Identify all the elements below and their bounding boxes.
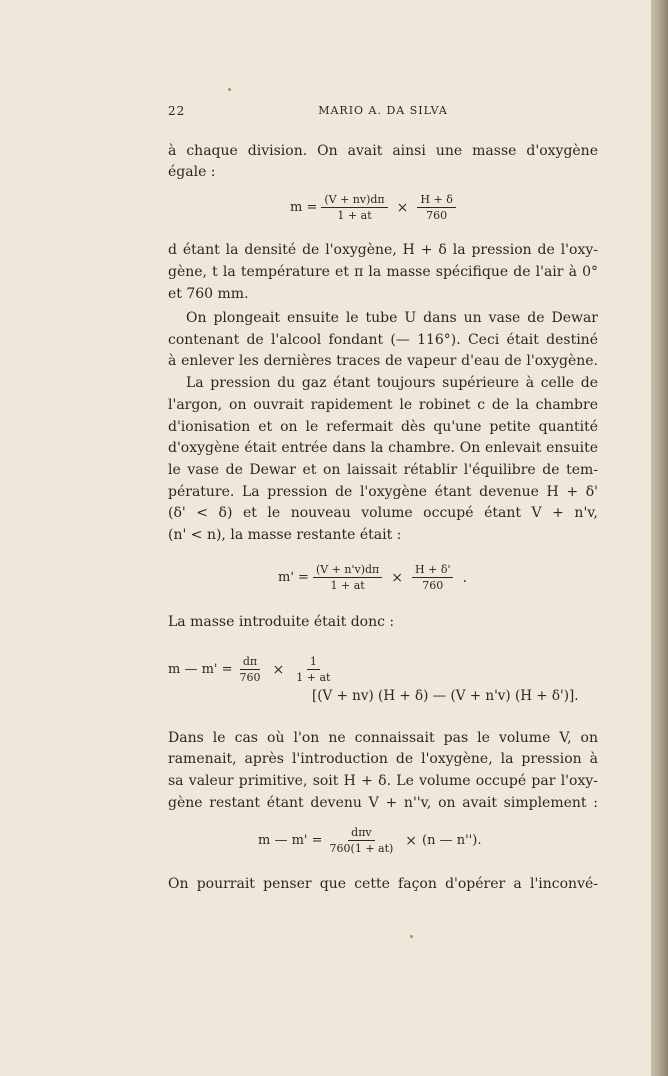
text-line: (n' < n), la masse restante était : (168, 527, 402, 543)
eq-denominator: 760 (426, 209, 448, 222)
paper-speck (228, 88, 231, 91)
text-line: égale : (168, 164, 216, 180)
eq-lhs: m — m' = (258, 833, 323, 848)
eq-lhs: m = (290, 200, 318, 215)
text-line: La pression du gaz étant toujours supérieure à celle de (186, 375, 598, 391)
eq-numerator: (V + nv)dπ (321, 193, 387, 208)
equation-m (290, 193, 460, 222)
eq-lhs: m' = (278, 570, 309, 585)
text-line: d étant la densité de l'oxygène, H + δ la pression de l'oxy- (168, 242, 598, 258)
running-head: MARIO A. DA SILVA (318, 104, 448, 117)
eq-times: × (391, 569, 404, 586)
eq-denominator: 760 (239, 671, 261, 684)
text-line: d'oxygène était entrée dans la chambre. On enlevait ensuite (168, 440, 598, 456)
eq-times: × (272, 661, 285, 678)
eq-fraction (321, 193, 387, 222)
equation-bracket: [(V + nv) (H + δ) — (V + n'v) (H + δ')]. (312, 688, 579, 704)
eq-fraction (417, 193, 455, 222)
eq-end: . (462, 569, 467, 586)
eq-numerator: H + δ' (412, 563, 453, 578)
text-line: ramenait, après l'introduction de l'oxygène, la pression à (168, 751, 598, 767)
eq-numerator: (V + n'v)dπ (313, 563, 382, 578)
equation-difference (168, 655, 337, 684)
eq-fraction (313, 563, 382, 592)
text-line: à enlever les dernières traces de vapeur d'eau de l'oxygène. (168, 353, 598, 369)
text-line: d'ionisation et on le refermait dès qu'une petite quantité (168, 419, 598, 435)
text-line: l'argon, on ouvrait rapidement le robinet c de la chambre (168, 397, 598, 413)
text-line: On pourrait penser que cette façon d'opérer a l'inconvé- (168, 876, 598, 892)
eq-denominator: 760(1 + at) (329, 842, 394, 855)
text-line: le vase de Dewar et on laissait rétablir l'équilibre de tem- (168, 462, 598, 478)
equation-m-prime (278, 563, 472, 592)
book-edge (651, 0, 668, 1076)
text-line: sa valeur primitive, soit H + δ. Le volume occupé par l'oxy- (168, 773, 598, 789)
eq-fraction (327, 826, 397, 855)
eq-denominator: 760 (422, 579, 444, 592)
text-line: On plongeait ensuite le tube U dans un vase de Dewar (186, 310, 598, 326)
text-line: contenant de l'alcool fondant (— 116°). Ceci était destiné (168, 332, 598, 348)
text-line: pérature. La pression de l'oxygène étant devenue H + δ' (168, 484, 598, 500)
paper-speck (410, 935, 413, 938)
eq-rhs: (n — n''). (422, 833, 482, 848)
text-line: Dans le cas où l'on ne connaissait pas le volume V, on (168, 730, 598, 746)
eq-lhs: m — m' = (168, 662, 233, 677)
eq-numerator: dπ (240, 655, 260, 670)
text-line: gène restant étant devenu V + n''v, on avait simplement : (168, 795, 598, 811)
equation-simple (258, 826, 481, 855)
eq-denominator: 1 + at (337, 209, 372, 222)
eq-numerator: 1 (307, 655, 320, 670)
text-line: gène, t la température et π la masse spécifique de l'air à 0° (168, 264, 598, 280)
text-line: (δ' < δ) et le nouveau volume occupé étant V + n'v, (168, 505, 598, 521)
eq-times: × (405, 832, 418, 849)
eq-numerator: dπv (348, 826, 375, 841)
text-line: et 760 mm. (168, 286, 249, 302)
eq-numerator: H + δ (417, 193, 455, 208)
page-number: 22 (168, 104, 186, 118)
text-line: à chaque division. On avait ainsi une masse d'oxygène (168, 143, 598, 159)
eq-fraction (293, 655, 333, 684)
eq-denominator: 1 + at (330, 579, 365, 592)
eq-denominator: 1 + at (296, 671, 331, 684)
eq-fraction (237, 655, 264, 684)
eq-times: × (396, 199, 409, 216)
eq-fraction (412, 563, 453, 592)
text-line: La masse introduite était donc : (168, 614, 395, 630)
